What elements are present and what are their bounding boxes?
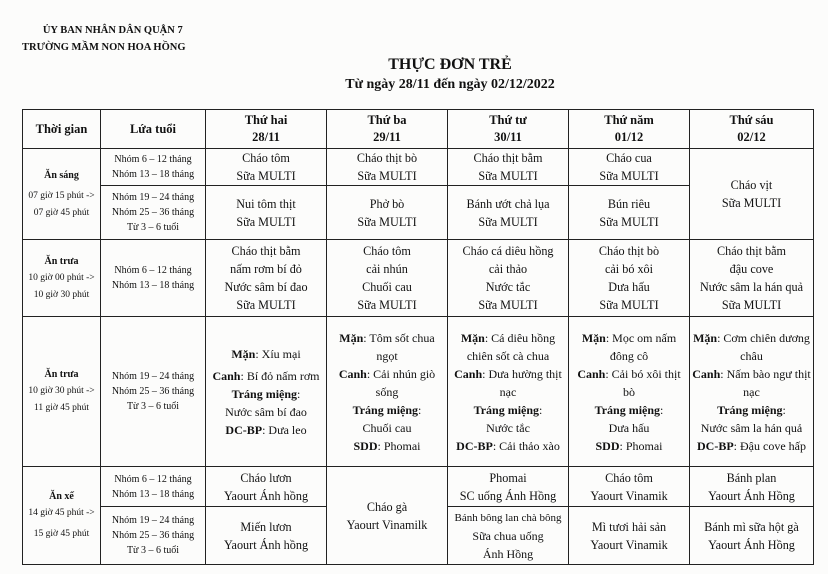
- snack-fri-a: Bánh plan Yaourt Ánh Hồng: [690, 467, 814, 507]
- breakfast-mon-b: Nui tôm thịt Sữa MULTI: [206, 186, 327, 240]
- snack-age-a: Nhóm 6 – 12 tháng Nhóm 13 – 18 tháng: [101, 467, 206, 507]
- snack-mon-b: Miến lươn Yaourt Ánh hồng: [206, 507, 327, 565]
- col-header-wednesday: Thứ tư 30/11: [448, 110, 569, 149]
- breakfast-row-a: [23, 149, 814, 186]
- col-header-age: Lứa tuổi: [101, 110, 206, 149]
- snack-wed-a: Phomai SC uống Ánh Hồng: [448, 467, 569, 507]
- lunch-small-row: [23, 240, 814, 317]
- date-range: Từ ngày 28/11 đến ngày 02/12/2022: [345, 77, 555, 92]
- school-header: [22, 22, 186, 56]
- menu-table: [22, 109, 814, 565]
- breakfast-tue-a: Cháo thịt bò Sữa MULTI: [327, 149, 448, 186]
- org-line-1: ỦY BAN NHÂN DÂN QUẬN 7: [42, 25, 183, 36]
- col-header-time: Thời gian: [23, 110, 101, 149]
- lunch-small-wed: Cháo cá diêu hồng cải thảo Nước tắc Sữa MULTI: [448, 240, 569, 317]
- snack-wed-b: Bánh bông lan chà bông Sữa chua uống Ánh Hồng: [448, 507, 569, 565]
- lunch-big-wed: Mặn: Cá diêu hồng chiên sốt cà chua Canh: Dưa hường thịt nạc Tráng miệng: Nước tắc DC-BP: Cải thảo xào: [448, 317, 569, 467]
- snack-thu-b: Mì tươi hải sản Yaourt Vinamik: [569, 507, 690, 565]
- snack-time-cell: Ăn xế 14 giờ 45 phút -> 15 giờ 45 phút: [23, 467, 101, 565]
- snack-mon-a: Cháo lươn Yaourt Ánh hồng: [206, 467, 327, 507]
- lunch-big-tue: Mặn: Tôm sốt chua ngọt Canh: Cải nhún giò sống Tráng miệng: Chuối cau SDD: Phomai: [327, 317, 448, 467]
- snack-age-b: Nhóm 19 – 24 tháng Nhóm 25 – 36 tháng Từ 3 – 6 tuổi: [101, 507, 206, 565]
- snack-fri-b: Bánh mì sữa hột gà Yaourt Ánh Hồng: [690, 507, 814, 565]
- breakfast-age-b: Nhóm 19 – 24 tháng Nhóm 25 – 36 tháng Từ 3 – 6 tuổi: [101, 186, 206, 240]
- snack-tue: Cháo gà Yaourt Vinamilk: [327, 467, 448, 565]
- lunch-small-age: Nhóm 6 – 12 tháng Nhóm 13 – 18 tháng: [101, 240, 206, 317]
- lunch-big-age: Nhóm 19 – 24 tháng Nhóm 25 – 36 tháng Từ 3 – 6 tuổi: [101, 317, 206, 467]
- breakfast-fri: Cháo vịt Sữa MULTI: [690, 149, 814, 240]
- lunch-big-thu: Mặn: Mọc om nấm đông cô Canh: Cải bó xôi thịt bò Tráng miệng: Dưa hấu SDD: Phomai: [569, 317, 690, 467]
- breakfast-thu-b: Bún riêu Sữa MULTI: [569, 186, 690, 240]
- col-header-monday: Thứ hai 28/11: [206, 110, 327, 149]
- lunch-big-time-cell: Ăn trưa 10 giờ 30 phút -> 11 giờ 45 phút: [23, 317, 101, 467]
- breakfast-age-a: Nhóm 6 – 12 tháng Nhóm 13 – 18 tháng: [101, 149, 206, 186]
- lunch-small-time-cell: Ăn trưa 10 giờ 00 phút -> 10 giờ 30 phút: [23, 240, 101, 317]
- breakfast-time-cell: Ăn sáng 07 giờ 15 phút -> 07 giờ 45 phút: [23, 149, 101, 240]
- page-title: THỰC ĐƠN TRẺ: [388, 56, 512, 73]
- lunch-small-tue: Cháo tôm cải nhún Chuối cau Sữa MULTI: [327, 240, 448, 317]
- lunch-small-fri: Cháo thịt bằm đậu cove Nước sâm la hán quả Sữa MULTI: [690, 240, 814, 317]
- breakfast-tue-b: Phở bò Sữa MULTI: [327, 186, 448, 240]
- lunch-big-fri: Mặn: Cơm chiên dương châu Canh: Nấm bào ngư thịt nạc Tráng miệng: Nước sâm la hán quả DC-BP: Đậu cove hấp: [690, 317, 814, 467]
- header-row: [23, 110, 814, 149]
- lunch-small-thu: Cháo thịt bò cải bó xôi Dưa hấu Sữa MULTI: [569, 240, 690, 317]
- snack-row-a: [23, 467, 814, 507]
- lunch-big-row: [23, 317, 814, 467]
- breakfast-wed-a: Cháo thịt bằm Sữa MULTI: [448, 149, 569, 186]
- col-header-friday: Thứ sáu 02/12: [690, 110, 814, 149]
- col-header-thursday: Thứ năm 01/12: [569, 110, 690, 149]
- lunch-big-mon: Mặn: Xíu mại Canh: Bí đỏ nấm rơm Tráng miệng: Nước sâm bí đao DC-BP: Dưa leo: [206, 317, 327, 467]
- snack-thu-a: Cháo tôm Yaourt Vinamik: [569, 467, 690, 507]
- breakfast-wed-b: Bánh ướt chả lụa Sữa MULTI: [448, 186, 569, 240]
- col-header-tuesday: Thứ ba 29/11: [327, 110, 448, 149]
- lunch-small-mon: Cháo thịt bằm nấm rơm bí đỏ Nước sâm bí đao Sữa MULTI: [206, 240, 327, 317]
- org-line-2: TRƯỜNG MẦM NON HOA HỒNG: [22, 42, 186, 53]
- breakfast-mon-a: Cháo tôm Sữa MULTI: [206, 149, 327, 186]
- breakfast-thu-a: Cháo cua Sữa MULTI: [569, 149, 690, 186]
